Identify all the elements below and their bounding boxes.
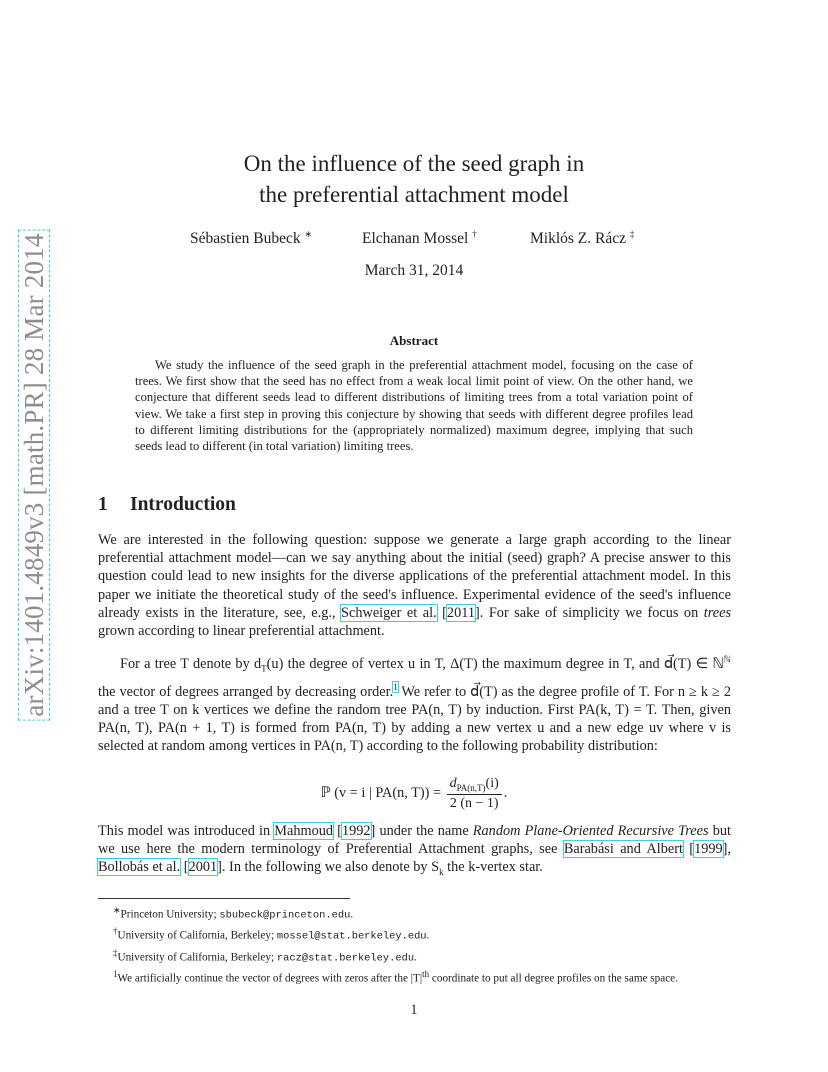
author-name: Miklós Z. Rácz — [530, 230, 626, 248]
footnote-3 — [98, 946, 731, 967]
footnote-end: . — [426, 930, 430, 943]
citation-year-link[interactable]: 1999 — [694, 841, 723, 858]
paragraph-text: This model was introduced in — [98, 823, 271, 839]
paragraph-text: but we use here the modern terminology of Preferential Attachment graphs, see — [98, 823, 731, 858]
footnote-text: We artificially continue the vector of degrees with zeros after the |T| — [117, 972, 423, 985]
author-mark: † — [472, 229, 477, 239]
email-link[interactable]: racz@stat.berkeley.edu — [276, 952, 415, 965]
footnote-2 — [98, 924, 731, 945]
paragraph-text: the vector of degrees arranged by decreasing order. — [98, 683, 394, 700]
paragraph-text: For a tree T denote by d — [120, 655, 262, 672]
intro-paragraph-1: We are interested in the following question: suppose we generate a large graph according to the linear preferential attachment model—can we say anything about the initial (seed) graph? A precise answer to this question could lead to new insights for the diverse applications of the preferential attachment model. In this paper we initiate the theoretical study of the seed's influence. Experimental evidence of the seed's influence already exists in the literature, see, e.g., Schweiger et al. [2011]. For sake of simplicity we focus on trees grown according to linear preferential attachment. — [98, 532, 732, 640]
footnote-end: . — [350, 908, 354, 921]
footnote-end: . — [414, 951, 417, 964]
section-number: 1 — [98, 494, 108, 515]
arxiv-identifier[interactable]: arXiv:1401.4849v3 [math.PR] 28 Mar 2014 — [18, 229, 50, 720]
emphasis-text: trees — [703, 604, 732, 621]
intro-paragraph-3: This model was introduced in Mahmoud [1992] under the name Random Plane-Oriented Recursive Trees but we use here the modern terminology of Preferential Attachment graphs, see Barabási and Albert [1999], Bollobás et al. [2001]. In the following we also denote by $S_k$ the k-vertex star. — [98, 823, 731, 878]
paragraph-text: . For sake of simplicity we focus on — [479, 604, 699, 621]
author-mark: ‡ — [629, 229, 635, 239]
author-1 — [190, 229, 312, 248]
numerator-symbol: d — [449, 776, 457, 791]
footnote-text: University of California, Berkeley; — [117, 930, 275, 943]
paragraph-text: under the name — [379, 823, 469, 839]
author-name: Sébastien Bubeck — [190, 230, 301, 248]
paragraph-text: grown according to linear preferential attachment. — [98, 623, 385, 640]
superscript: ℕ — [723, 654, 731, 664]
author-name: Elchanan Mossel — [362, 230, 469, 248]
paper-title-line1: On the influence of the seed graph in — [243, 151, 585, 176]
superscript: th — [422, 968, 430, 979]
subscript: T — [261, 663, 267, 674]
subscript: k — [439, 867, 444, 878]
citation-year-link[interactable]: 1992 — [341, 823, 371, 839]
paragraph-text: We are interested in the following question: suppose we generate a large graph according to the linear preferential attachment model—can we say anything about the initial (seed) graph? A precise answer to this question could lead to new insights for the diverse applications of the preferential attachment model. In this paper we initiate the theoretical study of the seed's influence. Experimental evidence of the seed's influence already exists in the literature, see, e.g., — [98, 532, 731, 621]
citation-year-link[interactable]: 2001 — [188, 859, 218, 876]
equation-end: . — [503, 785, 508, 802]
paragraph-text: the k-vertex star. — [443, 859, 543, 876]
footnote-text: University of California, Berkeley; — [117, 951, 275, 964]
citation-link[interactable]: Schweiger et al. — [341, 604, 437, 621]
footnote-mark: 1 — [113, 968, 118, 979]
author-mark: ∗ — [304, 229, 313, 239]
footnote-text: coordinate to put all degree profiles on the same space. — [429, 972, 678, 985]
equation-lhs: ℙ (v = i | PA(n, T)) = — [320, 785, 442, 802]
author-2 — [362, 229, 477, 248]
fraction-numerator — [447, 776, 502, 795]
numerator-tail: (i) — [485, 776, 499, 791]
section-title: Introduction — [130, 494, 236, 515]
arxiv-sidebar — [14, 233, 54, 717]
email-link[interactable]: mossel@stat.berkeley.edu — [276, 931, 427, 944]
paper-title-line2: the preferential attachment model — [259, 182, 569, 207]
footnotes — [98, 903, 731, 987]
footnote-link[interactable]: 1 — [393, 681, 398, 692]
probability-equation — [0, 776, 828, 812]
footnote-4 — [98, 967, 731, 987]
paragraph-text: (u) the degree of vertex u in T, Δ(T) the maximum degree in T, and d⃗(T) ∈ ℕ — [266, 655, 724, 672]
page-number: 1 — [410, 1002, 418, 1018]
footnote-mark: ∗ — [113, 905, 121, 915]
footnote-divider — [98, 898, 350, 899]
citation-year-link[interactable]: 2011 — [446, 604, 475, 621]
footnote-text: Princeton University; — [120, 908, 217, 921]
author-3 — [530, 229, 634, 248]
numerator-subscript: PA(n,T) — [456, 782, 486, 793]
fraction-denominator: 2 (n − 1) — [449, 795, 499, 811]
footnote-mark: † — [113, 926, 118, 937]
section-heading — [98, 494, 236, 516]
footnote-mark: ‡ — [113, 947, 118, 958]
footnote-1 — [98, 903, 731, 924]
citation-link[interactable]: Barabási and Albert — [563, 841, 683, 858]
citation-link[interactable]: Mahmoud — [274, 823, 334, 839]
citation-link[interactable]: Bollobás et al. — [98, 859, 181, 876]
intro-paragraph-2 — [98, 650, 731, 755]
emphasis-text: Random Plane-Oriented Recursive Trees — [472, 823, 709, 839]
abstract-heading: Abstract — [389, 333, 439, 348]
paper-date: March 31, 2014 — [364, 262, 464, 279]
paragraph-text: We refer to d⃗(T) as the degree profile of T. For n ≥ k ≥ 2 and a tree T on k vertices we define the random tree PA(n, T) by induction. First PA(k, T) = T. Then, given PA(n, T), PA(n + 1, T) is formed from PA(n, T) by adding a new vertex u and a new edge uv where v is selected at random among vertices in PA(n, T) according to the following probability distribution: — [98, 683, 731, 755]
abstract-text: We study the influence of the seed graph in the preferential attachment model, focusing on the case of trees. We first show that the seed has no effect from a weak local limit point of view. On the other hand, we conjecture that different seeds lead to different distributions of limiting trees from a total variation point of view. We take a first step in proving this conjecture by showing that seeds with different degree profiles lead to different limiting distributions for the (appropriately normalized) maximum degree, implying that such seeds lead to different (in total variation) limiting trees. — [135, 358, 693, 454]
paragraph-text: . In the following we also denote by S — [221, 859, 440, 876]
equation-fraction — [447, 776, 502, 812]
email-link[interactable]: sbubeck@princeton.edu — [219, 909, 351, 922]
